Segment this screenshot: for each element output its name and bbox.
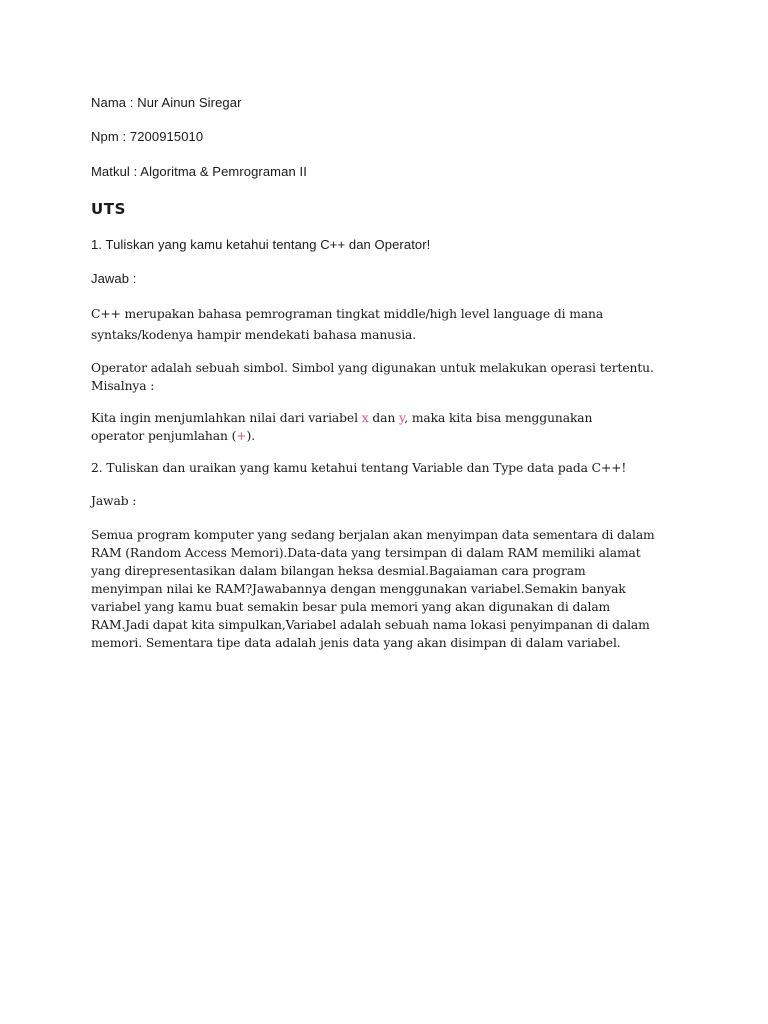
paragraph-line: Semua program komputer yang sedang berjalan akan menyimpan data sementara di dalam — [91, 528, 655, 542]
paragraph-line: RAM (Random Access Memori).Data-data yang tersimpan di dalam RAM memiliki alamat — [91, 546, 641, 560]
paragraph-line: memori. Sementara tipe data adalah jenis data yang akan disimpan di dalam variabel. — [91, 636, 621, 650]
text-segment: , maka kita bisa menggunakan — [404, 411, 593, 425]
student-npm: Npm : 7200915010 — [91, 129, 204, 144]
text-segment: dan — [368, 411, 400, 425]
paragraph-line: C++ merupakan bahasa pemrograman tingkat middle/high level language di mana — [91, 307, 604, 321]
answer-label-2: Jawab : — [91, 494, 137, 508]
variable-y: y — [399, 411, 405, 425]
paragraph-line: Operator adalah sebuah simbol. Simbol yang digunakan untuk melakukan operasi tertentu. — [91, 361, 654, 375]
paragraph-line: syntaks/kodenya hampir mendekati bahasa manusia. — [91, 328, 417, 342]
paragraph-line: Misalnya : — [91, 379, 155, 393]
answer-1-paragraph-2 — [91, 359, 654, 395]
text-segment: Kita ingin menjumlahkan nilai dari variabel — [91, 411, 362, 425]
answer-label-1: Jawab : — [91, 271, 137, 286]
text-segment: operator penjumlahan ( — [91, 429, 237, 443]
paragraph-line: menyimpan nilai ke RAM?Jawabannya dengan menggunakan variabel.Semakin banyak — [91, 582, 626, 596]
question-1: 1. Tuliskan yang kamu ketahui tentang C++ dan Operator! — [91, 237, 431, 252]
paragraph-line: RAM.Jadi dapat kita simpulkan,Variabel adalah sebuah nama lokasi penyimpanan di dalam — [91, 618, 650, 632]
section-title: UTS — [91, 200, 127, 218]
paragraph-line — [91, 427, 592, 445]
answer-1-paragraph-3 — [91, 409, 592, 445]
paragraph-line: variabel yang kamu buat semakin besar pula memori yang akan digunakan di dalam — [91, 600, 611, 614]
course-name: Matkul : Algoritma & Pemrograman II — [91, 164, 307, 179]
paragraph-line — [91, 409, 592, 427]
answer-1-paragraph-1 — [91, 305, 603, 344]
paragraph-line: yang direpresentasikan dalam bilangan heksa desmial.Bagaiaman cara program — [91, 564, 586, 578]
text-segment: ). — [246, 429, 256, 443]
student-name: Nama : Nur Ainun Siregar — [91, 95, 242, 110]
variable-x: x — [361, 411, 369, 425]
question-2: 2. Tuliskan dan uraikan yang kamu ketahui tentang Variable dan Type data pada C++! — [91, 461, 627, 475]
answer-2-paragraph — [91, 526, 655, 652]
plus-operator: + — [236, 429, 247, 443]
